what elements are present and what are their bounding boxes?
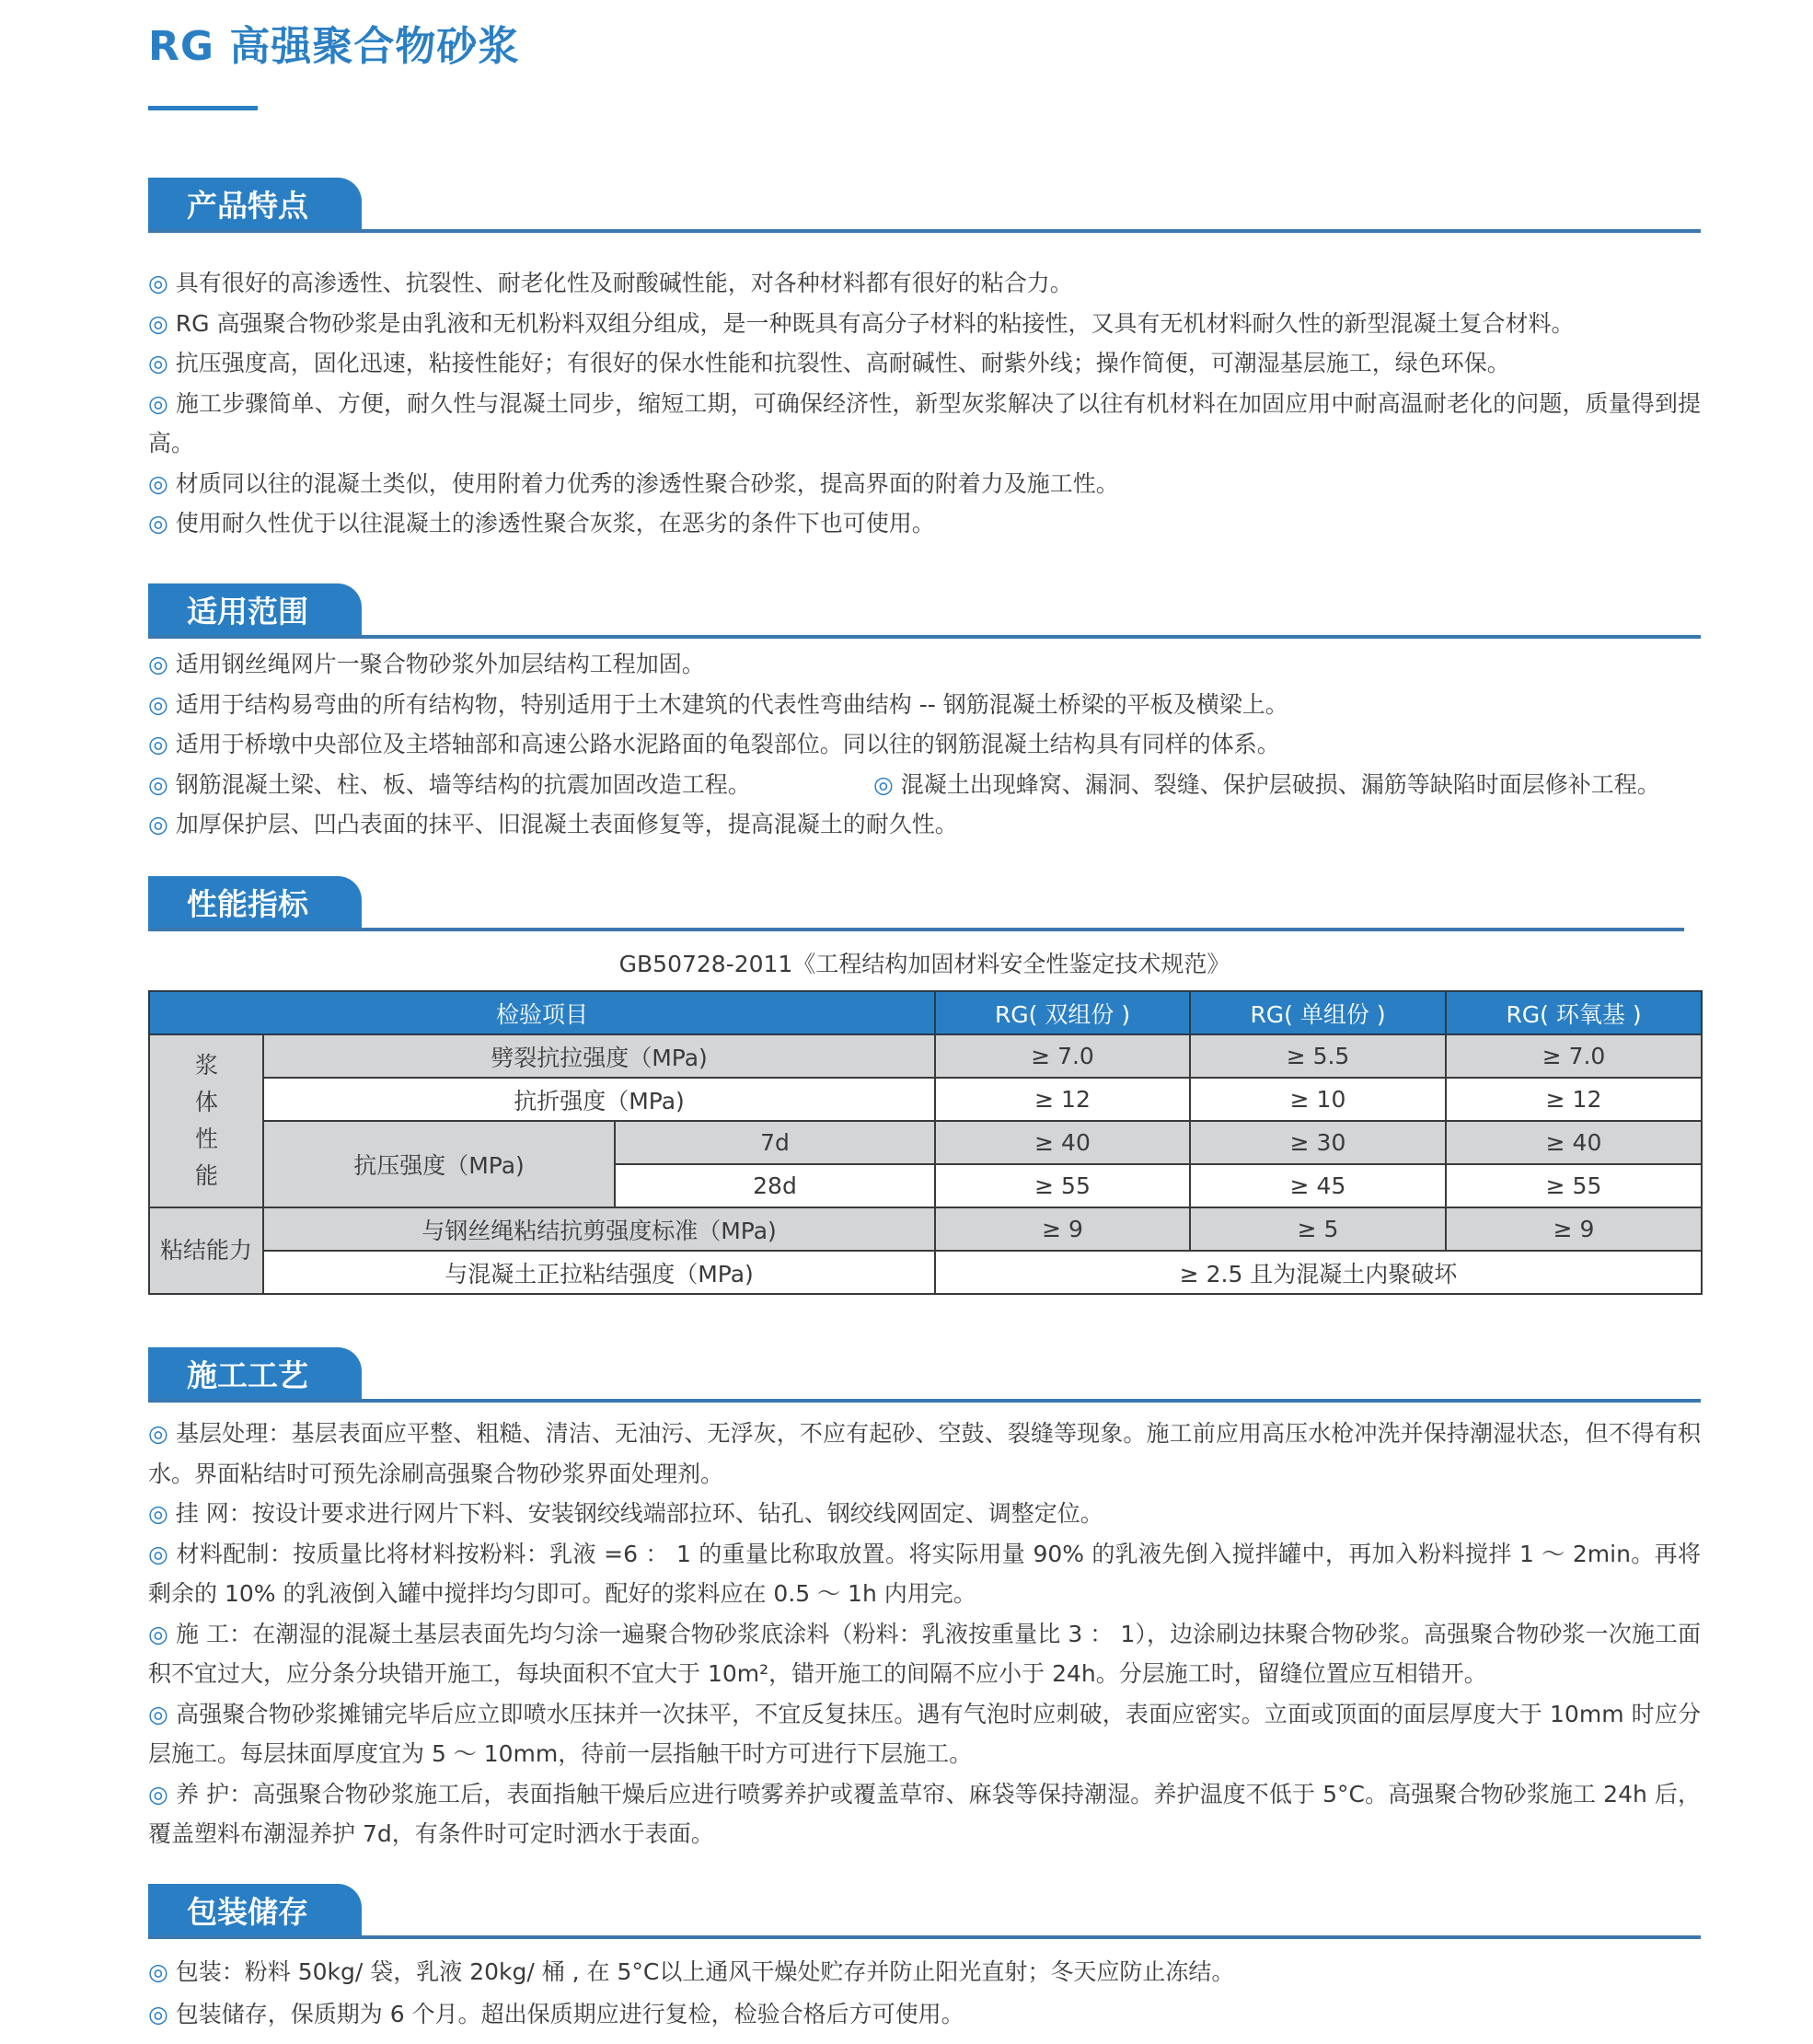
section-rule	[148, 1935, 1701, 1939]
value-cell: ≥ 40	[1446, 1121, 1702, 1164]
bullet-icon: ◎	[148, 1958, 168, 1985]
section-tab	[148, 178, 1701, 233]
group-label: 粘结能力	[149, 1207, 263, 1294]
section-rule	[148, 928, 1684, 931]
section-tab	[148, 583, 1701, 639]
section-heading: 施工工艺	[148, 1347, 362, 1403]
item-cell: 劈裂抗拉强度（MPa)	[263, 1034, 935, 1078]
sub-item-cell: 7d	[615, 1121, 935, 1164]
header-cell: RG( 单组份 )	[1190, 991, 1446, 1034]
value-cell: ≥ 45	[1190, 1164, 1446, 1207]
list-item: ◎ 包装：粉料 50kg/ 袋，乳液 20kg/ 桶 , 在 5°C以上通风干燥处贮存并防止阳光直射；冬天应防止冻结。	[148, 1958, 1235, 1985]
section-features	[148, 178, 1701, 544]
list-item: ◎ 适用于桥墩中央部位及主塔轴部和高速公路水泥路面的龟裂部位。同以往的钢筋混凝土结构具有同样的体系。	[148, 731, 1280, 757]
bullet-icon: ◎	[148, 309, 168, 337]
list-item: ◎ 施 工：在潮湿的混凝土基层表面先均匀涂一遍聚合物砂浆底涂料（粉料：乳液按重量比 3 ： 1），边涂刷边抹聚合物砂浆。高强聚合物砂浆一次施工面积不宜过大，应分条分块错开施工，每块面积不宜大于 10m²，错开施工的间隔不应小于 24h。分层施工时，留缝位置应互相错开。	[148, 1620, 1701, 1687]
storage-list	[148, 1951, 1701, 2036]
section-rule	[148, 229, 1701, 233]
header-cell: RG( 双组份 )	[935, 991, 1190, 1034]
feature-list	[148, 263, 1701, 544]
section-tab	[148, 1347, 1701, 1403]
value-cell: ≥ 9	[935, 1207, 1190, 1251]
bullet-icon: ◎	[148, 469, 168, 497]
section-heading: 包装储存	[148, 1884, 362, 1939]
value-cell-merged: ≥ 2.5 且为混凝土内聚破坏	[935, 1251, 1702, 1294]
header-cell: RG( 环氧基 )	[1446, 991, 1702, 1034]
list-item: ◎ 施工步骤简单、方便，耐久性与混凝土同步，缩短工期，可确保经济性，新型灰浆解决了以往有机材料在加固应用中耐高温耐老化的问题，质量得到提高。	[148, 389, 1701, 456]
bullet-icon: ◎	[148, 510, 168, 537]
bullet-icon: ◎	[148, 770, 168, 798]
item-cell: 与混凝土正拉粘结强度（MPa)	[263, 1251, 935, 1294]
table-row	[149, 1034, 1702, 1078]
performance-table	[148, 990, 1703, 1295]
value-cell: ≥ 9	[1446, 1207, 1702, 1251]
list-item: ◎ RG 高强聚合物砂浆是由乳液和无机粉料双组分组成，是一种既具有高分子材料的粘接性，又具有无机材料耐久性的新型混凝土复合材料。	[148, 309, 1575, 337]
section-tab	[148, 1884, 1701, 1939]
bullet-icon: ◎	[148, 690, 168, 718]
section-heading: 产品特点	[148, 178, 362, 233]
list-item: ◎ 加厚保护层、凹凸表面的抹平、旧混凝土表面修复等，提高混凝土的耐久性。	[148, 811, 958, 837]
section-heading: 适用范围	[148, 583, 362, 639]
bullet-icon: ◎	[148, 651, 168, 677]
table-row	[149, 1207, 1702, 1251]
value-cell: ≥ 10	[1190, 1078, 1446, 1121]
section-storage	[148, 1884, 1701, 2036]
list-item: ◎ 材质同以往的混凝土类似，使用附着力优秀的渗透性聚合砂浆，提高界面的附着力及施工性。	[148, 469, 1119, 497]
process-list	[148, 1414, 1701, 1854]
value-cell: ≥ 12	[935, 1078, 1190, 1121]
section-heading: 性能指标	[148, 876, 362, 931]
value-cell: ≥ 7.0	[1446, 1034, 1702, 1078]
bullet-icon: ◎	[148, 2001, 168, 2027]
list-item: ◎ 具有很好的高渗透性、抗裂性、耐老化性及耐酸碱性能，对各种材料都有很好的粘合力。	[148, 270, 1073, 296]
section-rule	[148, 1399, 1701, 1403]
bullet-icon: ◎	[148, 1780, 168, 1807]
list-item: ◎ 材料配制：按质量比将材料按粉料：乳液 =6 ： 1 的重量比称取放置。将实际用量 90% 的乳液先倒入搅拌罐中，再加入粉料搅拌 1 ～ 2min。再将剩余的 10% 的乳液倒入罐中搅拌均匀即可。配好的浆料应在 0.5 ～ 1h 内用完。	[148, 1540, 1701, 1607]
value-cell: ≥ 55	[1446, 1164, 1702, 1207]
bullet-icon: ◎	[148, 811, 168, 837]
section-process	[148, 1347, 1701, 1854]
table-caption: GB50728-2011《工程结构加固材料安全性鉴定技术规范》	[618, 951, 1230, 977]
section-tab	[148, 876, 1701, 931]
title-underline	[148, 106, 258, 110]
list-item: ◎ 抗压强度高，固化迅速，粘接性能好；有很好的保水性能和抗裂性、高耐碱性、耐紫外线；操作简便，可潮湿基层施工，绿色环保。	[148, 350, 1510, 376]
bullet-icon: ◎	[148, 1500, 168, 1527]
bullet-icon: ◎	[148, 1700, 168, 1727]
table-row	[149, 1078, 1702, 1121]
list-item: ◎ 养 护：高强聚合物砂浆施工后，表面指触干燥后应进行喷雾养护或覆盖草帘、麻袋等保持潮湿。养护温度不低于 5°C。高强聚合物砂浆施工 24h 后，覆盖塑料布潮湿养护 7d，有条件时可定时洒水于表面。	[148, 1780, 1701, 1847]
value-cell: ≥ 55	[935, 1164, 1190, 1207]
list-item: ◎ 挂 网：按设计要求进行网片下料、安装钢绞线端部拉环、钻孔、钢绞线网固定、调整定位。	[148, 1500, 1103, 1527]
value-cell: ≥ 12	[1446, 1078, 1702, 1121]
value-cell: ≥ 40	[935, 1121, 1190, 1164]
value-cell: ≥ 5	[1190, 1207, 1446, 1251]
item-cell: 抗压强度（MPa)	[263, 1121, 615, 1207]
bullet-icon: ◎	[148, 389, 168, 417]
section-performance	[148, 876, 1701, 1295]
bullet-icon: ◎	[148, 1540, 169, 1567]
item-cell: 与钢丝绳粘结抗剪强度标准（MPa)	[263, 1207, 935, 1251]
value-cell: ≥ 5.5	[1190, 1034, 1446, 1078]
group-label: 浆体性能	[149, 1034, 263, 1207]
list-item: ◎ 基层处理：基层表面应平整、粗糙、清洁、无油污、无浮灰，不应有起砂、空鼓、裂缝等现象。施工前应用高压水枪冲洗并保持潮湿状态，但不得有积水。界面粘结时可预先涂刷高强聚合物砂浆界面处理剂。	[148, 1420, 1701, 1487]
bullet-icon: ◎	[148, 1620, 168, 1647]
value-cell: ≥ 7.0	[935, 1034, 1190, 1078]
list-item: ◎ 包装储存，保质期为 6 个月。超出保质期应进行复检，检验合格后方可使用。	[148, 2001, 964, 2027]
bullet-icon: ◎	[148, 731, 168, 757]
bullet-icon: ◎	[148, 1420, 168, 1447]
bullet-icon: ◎	[873, 770, 894, 798]
header-cell: 检验项目	[149, 991, 935, 1034]
page-title: RG 高强聚合物砂浆	[148, 23, 520, 70]
list-item-pair: ◎ 钢筋混凝土梁、柱、板、墙等结构的抗震加固改造工程。 ◎ 混凝土出现蜂窝、漏洞、裂缝、保护层破损、漏筋等缺陷时面层修补工程。	[148, 770, 1660, 798]
list-item: ◎ 高强聚合物砂浆摊铺完毕后应立即喷水压抹并一次抹平，不宜反复抹压。遇有气泡时应刺破，表面应密实。立面或顶面的面层厚度大于 10mm 时应分层施工。每层抹面厚度宜为 5 ～ 10mm，待前一层指触干时方可进行下层施工。	[148, 1700, 1701, 1767]
section-rule	[148, 635, 1701, 639]
list-item: ◎ 使用耐久性优于以往混凝土的渗透性聚合灰浆，在恶劣的条件下也可使用。	[148, 510, 935, 537]
section-scope	[148, 583, 1701, 845]
bullet-icon: ◎	[148, 270, 168, 296]
table-row	[149, 1121, 1702, 1164]
value-cell: ≥ 30	[1190, 1121, 1446, 1164]
bullet-icon: ◎	[148, 350, 168, 376]
scope-list	[148, 644, 1701, 845]
table-header-row	[149, 991, 1702, 1034]
list-item: ◎ 适用钢丝绳网片一聚合物砂浆外加层结构工程加固。	[148, 651, 705, 677]
table-row	[149, 1251, 1702, 1294]
sub-item-cell: 28d	[615, 1164, 935, 1207]
list-item: ◎ 适用于结构易弯曲的所有结构物，特别适用于土木建筑的代表性弯曲结构 -- 钢筋混凝土桥梁的平板及横梁上。	[148, 690, 1288, 718]
item-cell: 抗折强度（MPa)	[263, 1078, 935, 1121]
